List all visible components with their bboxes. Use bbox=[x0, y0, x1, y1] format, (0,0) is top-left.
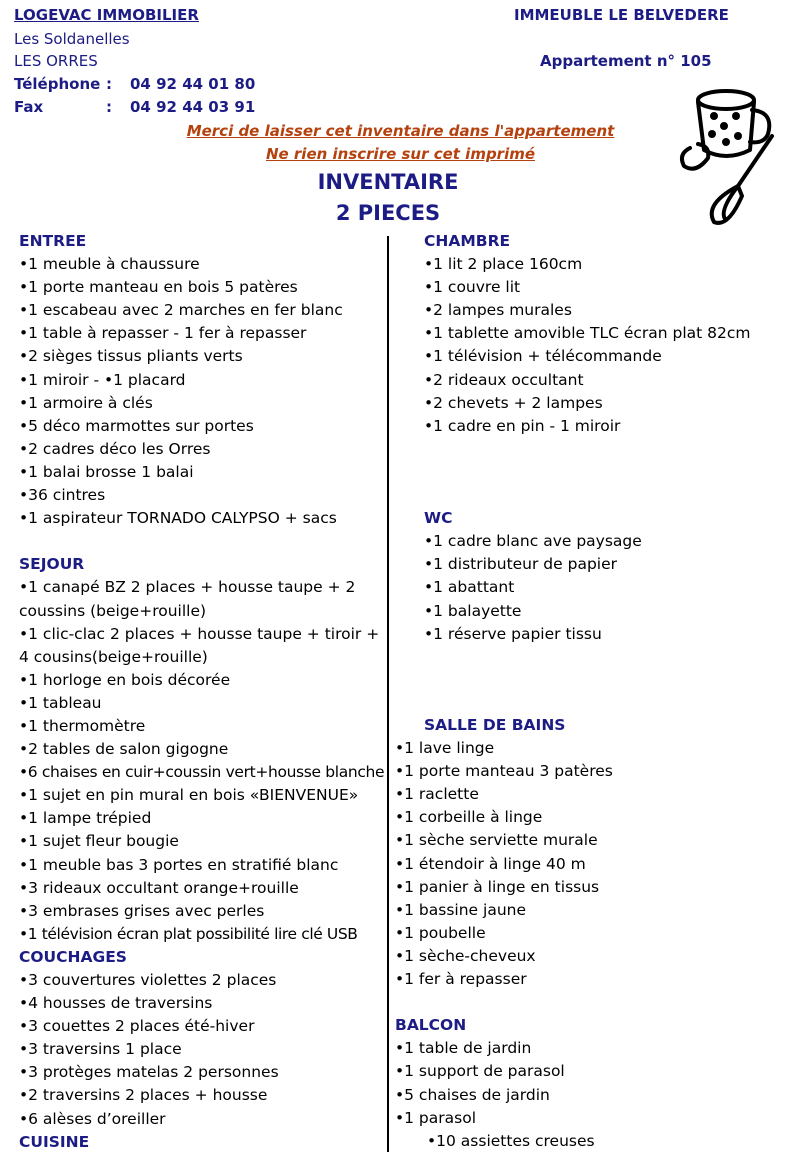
list-item: •1 réserve papier tissu bbox=[424, 624, 602, 643]
list-item: •1 bassine jaune bbox=[395, 900, 527, 919]
list-item: •1 sèche serviette murale bbox=[395, 831, 598, 850]
section-entree bbox=[19, 230, 387, 530]
list-item: •1 poubelle bbox=[395, 923, 486, 942]
list-item: •1 porte manteau en bois 5 patères bbox=[19, 278, 298, 297]
list-item: •1 armoire à clés bbox=[19, 393, 153, 412]
company-name: LOGEVAC IMMOBILIER bbox=[14, 6, 199, 24]
list-item: •1 cadre blanc ave paysage bbox=[424, 532, 642, 551]
section-salle-de-bains bbox=[395, 714, 801, 991]
list-item: •6 chaises en cuir+coussin vert+housse blanche bbox=[19, 763, 385, 782]
list-item: •1 thermomètre bbox=[19, 716, 146, 735]
phone-separator: : bbox=[106, 75, 112, 93]
list-item: •1 aspirateur TORNADO CALYPSO + sacs bbox=[19, 509, 337, 528]
list-item: •1 balayette bbox=[424, 601, 522, 620]
section-title: COUCHAGES bbox=[19, 947, 127, 966]
list-item: •1 escabeau avec 2 marches en fer blanc bbox=[19, 301, 343, 320]
list-item: •1 couvre lit bbox=[424, 278, 521, 297]
list-item: •1 clic-clac 2 places + housse taupe + tiroir + 4 cousins(beige+rouille) bbox=[19, 624, 380, 666]
list-item: •1 porte manteau 3 patères bbox=[395, 762, 613, 781]
list-item: •6 alèses d’oreiller bbox=[19, 1109, 166, 1128]
section-title: CHAMBRE bbox=[424, 232, 511, 250]
list-item: •1 table à repasser - 1 fer à repasser bbox=[19, 324, 307, 343]
section-chambre bbox=[424, 230, 801, 438]
list-item: •1 horloge en bois décorée bbox=[19, 670, 231, 689]
section-wc bbox=[424, 507, 801, 646]
section-title: SALLE DE BAINS bbox=[424, 716, 566, 734]
list-item: •1 panier à linge en tissus bbox=[395, 877, 600, 896]
right-column-lower bbox=[395, 714, 801, 1153]
apartment-number: Appartement n° 105 bbox=[540, 52, 712, 70]
section-title-cuisine: CUISINE bbox=[19, 1132, 90, 1151]
list-item: •1 distributeur de papier bbox=[424, 555, 618, 574]
left-column bbox=[19, 230, 387, 1154]
list-item: •1 sèche-cheveux bbox=[395, 946, 536, 965]
page-subtitle: 2 PIECES bbox=[335, 201, 441, 225]
list-item: •3 couettes 2 places été-hiver bbox=[19, 1017, 255, 1036]
list-item: •1 canapé BZ 2 places + housse taupe + 2 coussins (beige+rouille) bbox=[19, 578, 356, 620]
phone-number: 04 92 44 01 80 bbox=[130, 75, 256, 93]
section-title: SEJOUR bbox=[19, 555, 85, 574]
list-item: •3 embrases grises avec perles bbox=[19, 901, 265, 920]
list-item: •1 parasol bbox=[395, 1108, 477, 1127]
notice-do-not-write: Ne rien inscrire sur cet imprimé bbox=[265, 145, 536, 163]
right-column bbox=[424, 230, 801, 646]
phone-label: Téléphone bbox=[14, 75, 101, 93]
section-balcon bbox=[395, 1014, 801, 1153]
list-item: •1 meuble à chaussure bbox=[19, 255, 200, 274]
fax-number: 04 92 44 03 91 bbox=[130, 98, 256, 116]
measuring-cup-and-whisk-icon bbox=[676, 86, 796, 235]
list-item: •5 chaises de jardin bbox=[395, 1085, 550, 1104]
list-item: •1 raclette bbox=[395, 785, 479, 804]
list-item: •1 tablette amovible TLC écran plat 82cm bbox=[424, 324, 751, 343]
list-item: •2 rideaux occultant bbox=[424, 370, 584, 389]
section-sejour bbox=[19, 553, 387, 946]
fax-row bbox=[14, 98, 255, 116]
list-item: •3 traversins 1 place bbox=[19, 1040, 182, 1059]
list-item: •1 balai brosse 1 balai bbox=[19, 462, 194, 481]
fax-separator: : bbox=[106, 98, 112, 116]
list-item: •1 miroir - •1 placard bbox=[19, 370, 186, 389]
list-item: •1 abattant bbox=[424, 578, 515, 597]
list-item: •1 cadre en pin - 1 miroir bbox=[424, 416, 621, 435]
list-item: •1 lampe trépied bbox=[19, 809, 152, 828]
section-title: WC bbox=[424, 509, 453, 528]
fax-label: Fax bbox=[14, 98, 44, 116]
list-item: •2 sièges tissus pliants verts bbox=[19, 347, 243, 366]
column-divider bbox=[387, 236, 389, 1152]
list-item: •2 chevets + 2 lampes bbox=[424, 393, 603, 412]
list-item: •2 tables de salon gigogne bbox=[19, 740, 229, 759]
list-item: •3 couvertures violettes 2 places bbox=[19, 971, 277, 989]
list-item: •1 meuble bas 3 portes en stratifié blanc bbox=[19, 855, 339, 874]
list-item: •1 télévision écran plat possibilité lire clé USB bbox=[19, 924, 358, 943]
list-item: •1 étendoir à linge 40 m bbox=[395, 854, 586, 873]
list-item: •1 corbeille à linge bbox=[395, 808, 543, 827]
section-title: BALCON bbox=[395, 1016, 467, 1035]
list-item: •2 traversins 2 places + housse bbox=[19, 1086, 268, 1105]
list-item: •1 tableau bbox=[19, 693, 102, 712]
page-title: INVENTAIRE bbox=[317, 170, 459, 194]
list-item: •1 lit 2 place 160cm bbox=[424, 255, 583, 274]
list-item: •3 rideaux occultant orange+rouille bbox=[19, 878, 299, 897]
list-item: •1 fer à repasser bbox=[395, 970, 527, 989]
list-item: •5 déco marmottes sur portes bbox=[19, 416, 254, 435]
list-item: •2 lampes murales bbox=[424, 301, 572, 320]
list-item: •1 sujet en pin mural en bois «BIENVENUE» bbox=[19, 786, 359, 805]
list-item: •2 cadres déco les Orres bbox=[19, 439, 211, 458]
list-item: •4 housses de traversins bbox=[19, 994, 213, 1013]
section-couchages bbox=[19, 946, 387, 1154]
notice-leave-inventory: Merci de laisser cet inventaire dans l'appartement bbox=[186, 122, 615, 140]
section-title: ENTREE bbox=[19, 232, 87, 250]
list-item: •1 support de parasol bbox=[395, 1062, 565, 1081]
list-item: •1 sujet fleur bougie bbox=[19, 832, 179, 851]
list-item: •36 cintres bbox=[19, 486, 106, 505]
list-item: •3 protèges matelas 2 personnes bbox=[19, 1063, 279, 1082]
list-item: •1 table de jardin bbox=[395, 1039, 532, 1058]
list-item: •1 lave linge bbox=[395, 739, 495, 758]
phone-row bbox=[14, 75, 255, 93]
address-line-2: LES ORRES bbox=[14, 52, 98, 70]
list-item: •10 assiettes creuses bbox=[427, 1131, 595, 1150]
building-name: IMMEUBLE LE BELVEDERE bbox=[514, 6, 729, 24]
address-line-1: Les Soldanelles bbox=[14, 30, 130, 48]
list-item: •1 télévision + télécommande bbox=[424, 347, 662, 366]
